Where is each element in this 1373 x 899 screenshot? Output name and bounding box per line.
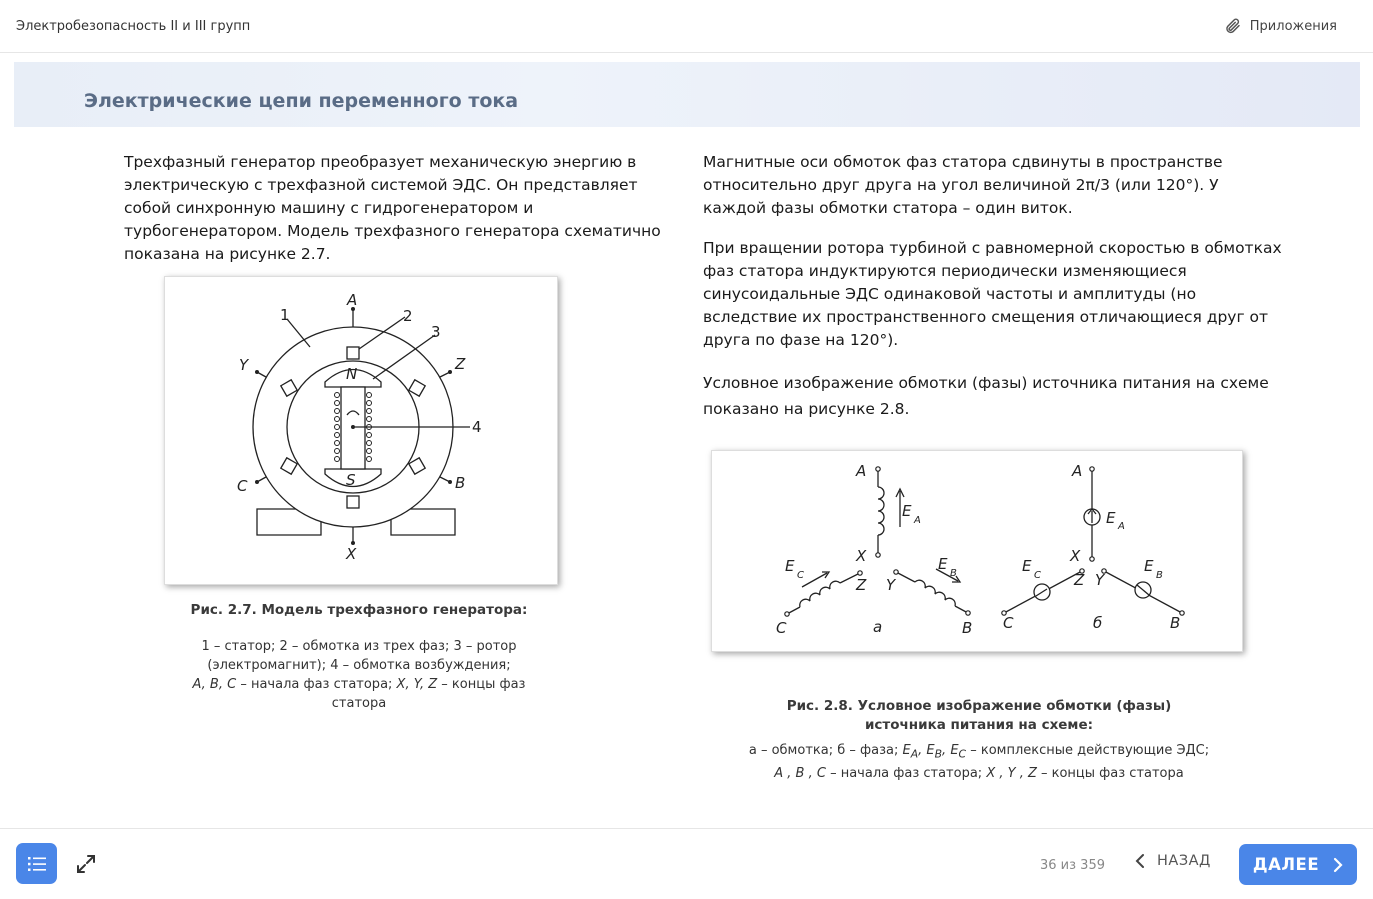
figure2-caption-prefix: а – обмотка; б – фаза;	[748, 743, 903, 758]
label-2: 2	[403, 307, 413, 325]
back-button[interactable]	[1135, 853, 1211, 869]
figure2-caption-mid: – начала фаз статора;	[825, 765, 987, 781]
fig2a-emf-c-sub: C	[797, 570, 804, 581]
label-y: Y	[239, 356, 249, 374]
figure2-caption-starts: A , B , C	[774, 765, 826, 781]
expand-icon	[76, 854, 96, 874]
figure1-caption-starts: A, B, C	[192, 677, 237, 692]
bottom-bar	[0, 828, 1373, 899]
figure1-caption-line3: – концы фаз статора	[331, 677, 526, 711]
figure2-caption-sub-c: C	[958, 747, 967, 761]
fig2-part-b: б	[1093, 614, 1103, 632]
winding-diagram	[712, 451, 1244, 653]
attachments-button[interactable]	[1224, 17, 1337, 35]
fig2a-label-a: A	[856, 462, 867, 480]
label-3: 3	[431, 323, 441, 341]
figure2-caption-suffix: – комплексные действующие ЭДС;	[966, 743, 1210, 758]
fig2b-emf-b: E	[1144, 557, 1154, 575]
next-label: ДАЛЕЕ	[1252, 855, 1320, 874]
fig2-part-a: а	[873, 618, 883, 636]
fig2a-label-b: B	[962, 619, 973, 637]
fig2a-emf-b: E	[938, 555, 948, 573]
fig2b-emf-c-sub: C	[1034, 570, 1041, 581]
fig2a-label-z: Z	[856, 576, 867, 594]
fig2a-label-c: C	[776, 619, 787, 637]
figure1-caption-line2: – начала фаз статора;	[236, 677, 397, 692]
fig2b-label-b: B	[1170, 614, 1181, 632]
figure2-caption	[712, 697, 1246, 783]
fullscreen-button[interactable]	[76, 854, 96, 874]
chevron-left-icon	[1135, 853, 1145, 869]
figure1-caption-line1: 1 – статор; 2 – обмотка из трех фаз; 3 – ротор (электромагнит); 4 – обмотка возбуждения;	[201, 639, 517, 673]
label-z: Z	[455, 355, 466, 373]
label-x: X	[346, 545, 357, 563]
fig2b-label-c: C	[1003, 614, 1014, 632]
figure2-caption-emf-c: E	[950, 743, 959, 758]
lesson-title: Электрические цепи переменного тока	[84, 90, 519, 112]
fig2a-emf-a-sub: A	[914, 515, 921, 526]
label-a: A	[347, 291, 358, 309]
fig2a-emf-a: E	[902, 502, 912, 520]
figure1-caption	[164, 601, 554, 713]
list-icon	[28, 856, 46, 872]
page-counter: 36 из 359	[1040, 858, 1105, 873]
figure2-caption-desc: а – обмотка; б – фаза; $E_A$, $E_B$, $E_C$ – комплексные действующие ЭДС; A , B , C – начала фаз статора; X , Y , Z – концы фаз статора	[748, 743, 1210, 781]
paragraph-winding-symbol: Условное изображение обмотки (фазы) источника питания на схеме показано на рисунке 2.8.	[703, 374, 1269, 418]
chevron-right-icon	[1333, 857, 1343, 873]
fig2b-emf-a-sub: A	[1118, 521, 1125, 532]
label-s: S	[346, 471, 356, 489]
label-1: 1	[280, 306, 290, 324]
figure-winding-symbol	[711, 450, 1243, 652]
fig2a-emf-b-sub: B	[950, 568, 957, 579]
figure2-caption-title-1: Рис. 2.8. Условное изображение обмотки (фазы)	[786, 698, 1172, 714]
figure2-caption-emf-b: E	[926, 743, 935, 758]
figure1-caption-desc	[164, 637, 554, 713]
generator-diagram	[165, 277, 559, 586]
label-b: B	[455, 474, 466, 492]
lesson-banner	[14, 62, 1360, 127]
label-4: 4	[472, 418, 482, 436]
figure1-caption-title: Рис. 2.7. Модель трехфазного генератора:	[190, 602, 528, 618]
paragraph-rotation: При вращении ротора турбиной с равномерной скоростью в обмотках фаз статора индуктируются периодически изменяющиеся синусоидальные ЭДС одинаковой частоты и амплитуды (но вследствие их пространственного смещения отличающиеся друг от друга по фазе на 120°).	[703, 239, 1282, 349]
fig2b-label-z: Z	[1074, 571, 1085, 589]
back-label: НАЗАД	[1157, 853, 1211, 869]
paragraph-magnetic-axes: Магнитные оси обмоток фаз статора сдвинуты в пространстве относительно друг друга на угол величиной 2π/3 (или 120°). У каждой фазы обмотки статора – один виток.	[703, 153, 1223, 217]
top-bar	[0, 0, 1373, 53]
paperclip-icon	[1224, 17, 1242, 35]
fig2b-emf-a: E	[1106, 509, 1116, 527]
label-n: N	[346, 365, 358, 383]
course-title: Электробезопасность II и III групп	[16, 19, 251, 34]
fig2a-label-y: Y	[886, 576, 896, 594]
contents-menu-button[interactable]	[16, 843, 57, 884]
fig2b-emf-c: E	[1022, 557, 1032, 575]
figure-generator-model	[164, 276, 558, 585]
attachments-label: Приложения	[1249, 18, 1337, 34]
next-button[interactable]	[1239, 844, 1357, 885]
figure2-caption-end-suffix: – концы фаз статора	[1036, 765, 1184, 781]
label-c: C	[237, 477, 248, 495]
fig2b-emf-b-sub: B	[1156, 570, 1163, 581]
figure1-caption-ends: X, Y, Z	[396, 677, 438, 692]
fig2b-label-x: X	[1070, 547, 1081, 565]
paragraph-generator: Трехфазный генератор преобразует механическую энергию в электрическую с трехфазной системой ЭДС. Он представляет собой синхронную машину с гидрогенератором и турбогенератором. Модель трехфазного генератора схематично показана на рисунке 2.7.	[124, 153, 661, 263]
fig2b-label-y: Y	[1095, 571, 1105, 589]
fig2a-label-x: X	[856, 547, 867, 565]
fig2a-emf-c: E	[785, 557, 795, 575]
fig2b-label-a: A	[1072, 462, 1083, 480]
figure2-caption-sub-a: A	[910, 747, 919, 761]
figure2-caption-sub-b: B	[934, 747, 943, 761]
figure2-caption-title-2: источника питания на схеме:	[864, 717, 1094, 733]
figure2-caption-emf-a: E	[902, 743, 911, 758]
figure2-caption-ends: X , Y , Z	[986, 765, 1037, 781]
